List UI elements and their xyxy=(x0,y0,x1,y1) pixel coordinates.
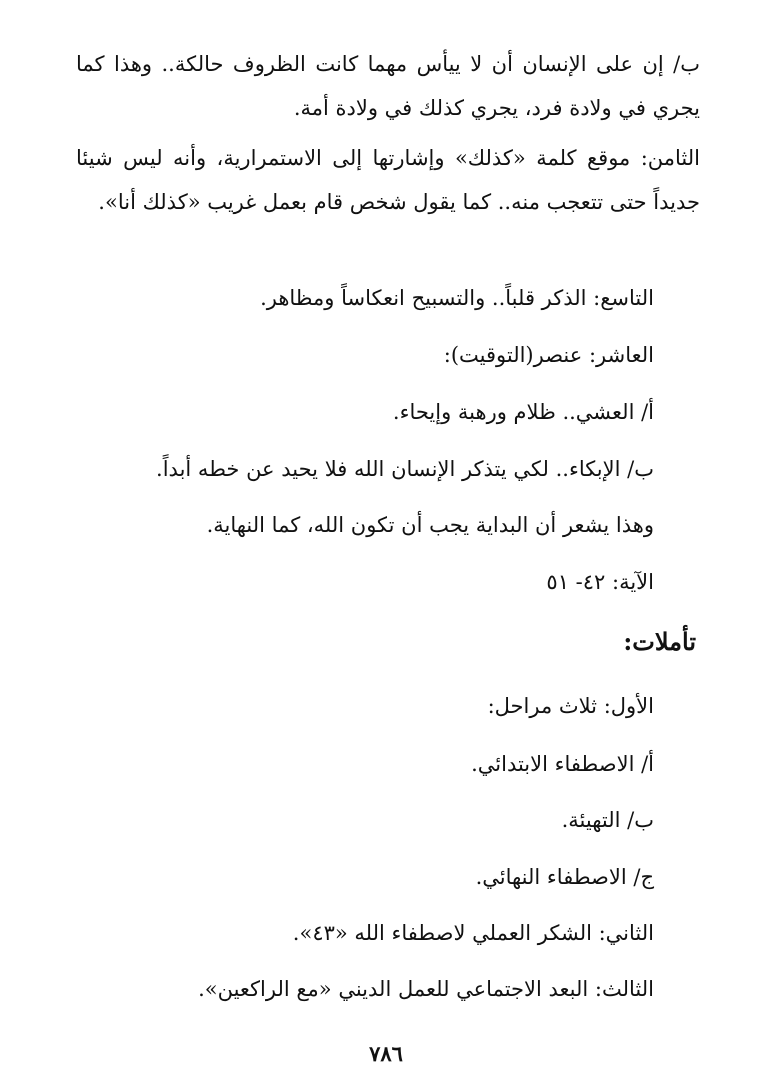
line-third: الثالث: البعد الاجتماعي للعمل الديني «مع الراكعين». xyxy=(198,977,654,1001)
line-first: الأول: ثلاث مراحل: xyxy=(487,694,654,718)
line-final-selection: ج/ الاصطفاء النهائي. xyxy=(475,865,654,889)
paragraph-despair: ب/ إن على الإنسان أن لا ييأس مهما كانت الظروف حالكة.. وهذا كما يجري في ولادة فرد، يجري كذلك في ولادة أمة. xyxy=(76,52,700,120)
line-evening: أ/ العشي.. ظلام ورهبة وإيحاء. xyxy=(392,400,654,424)
line-beginning: وهذا يشعر أن البداية يجب أن تكون الله، كما النهاية. xyxy=(206,513,654,537)
page-number: ٧٨٦ xyxy=(369,1041,403,1066)
line-morning: ب/ الإبكاء.. لكي يتذكر الإنسان الله فلا يحيد عن خطه أبداً. xyxy=(156,457,654,481)
line-initial-selection: أ/ الاصطفاء الابتدائي. xyxy=(471,752,654,776)
section-heading: تأملات: xyxy=(623,627,696,656)
line-verse-range: الآية: ٤٢- ٥١ xyxy=(546,570,654,594)
line-tenth: العاشر: عنصر(التوقيت): xyxy=(443,343,654,367)
paragraph-eighth: الثامن: موقع كلمة «كذلك» وإشارتها إلى الاستمرارية، وأنه ليس شيئا جديداً حتى تتعجب منه.. كما يقول شخص قام بعمل غريب «كذلك أنا». xyxy=(76,146,700,214)
line-second: الثاني: الشكر العملي لاصطفاء الله «٤٣». xyxy=(292,921,654,945)
line-preparation: ب/ التهيئة. xyxy=(561,808,654,832)
line-ninth: التاسع: الذكر قلباً.. والتسبيح انعكاساً ومظاهر. xyxy=(260,286,654,310)
